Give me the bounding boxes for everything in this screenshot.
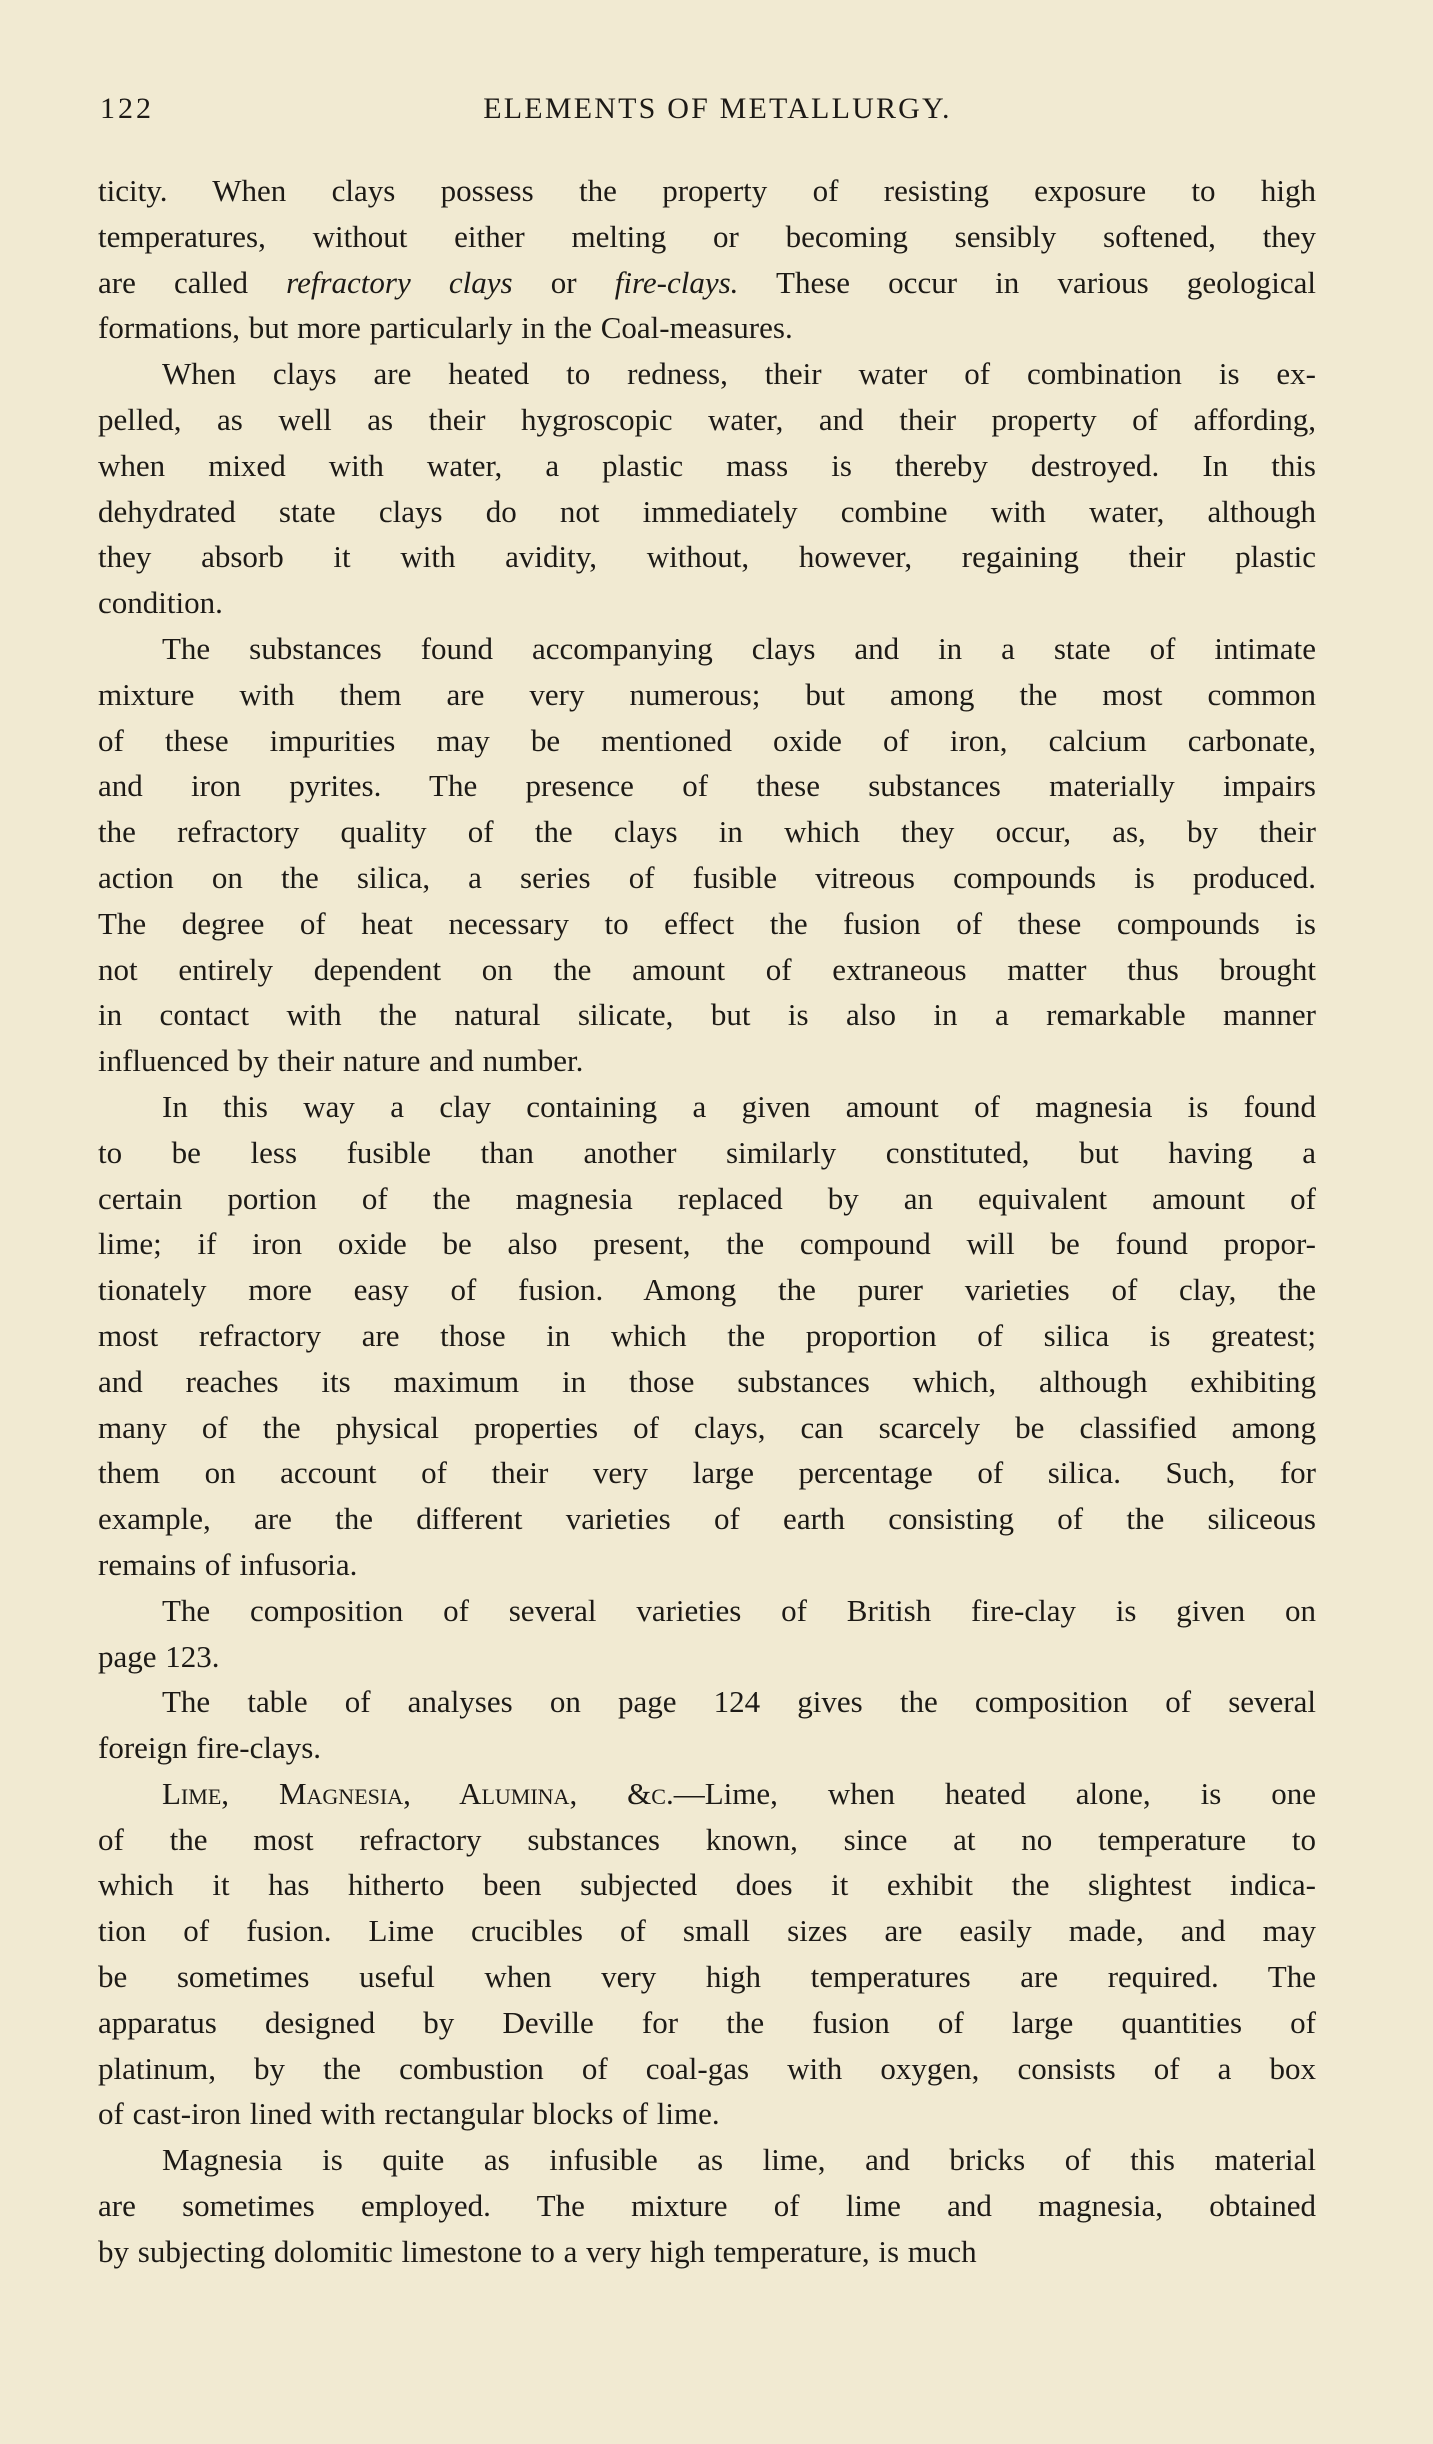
text-line: The table of analyses on page 124 gives the composition of several	[162, 1684, 1316, 1720]
text-line: certain portion of the magnesia replaced by an equivalent amount of	[98, 1180, 1316, 1216]
text-line: remains of infusoria.	[98, 1546, 358, 1582]
text-line: apparatus designed by Deville for the fusion of large quantities of	[98, 2004, 1316, 2040]
running-head: ELEMENTS OF METALLURGY.	[483, 92, 952, 125]
italic-term: refractory clays	[286, 264, 513, 300]
text-line: In this way a clay containing a given amount of magnesia is found	[162, 1088, 1316, 1124]
text-line: foreign fire-clays.	[98, 1730, 322, 1766]
text-line: which it has hitherto been subjected does it exhibit the slightest indica-	[98, 1867, 1316, 1903]
text-line: when mixed with water, a plastic mass is thereby destroyed. In this	[98, 447, 1316, 483]
text-line: they absorb it with avidity, without, however, regaining their plastic	[98, 539, 1316, 575]
text-line: and iron pyrites. The presence of these substances materially impairs	[98, 768, 1316, 804]
text-line: mixture with them are very numerous; but among the most common	[98, 676, 1316, 712]
paragraph	[98, 626, 1316, 1084]
text-line: platinum, by the combustion of coal-gas with oxygen, consists of a box	[98, 2050, 1316, 2086]
text-line: The degree of heat necessary to effect the fusion of these compounds is	[98, 905, 1316, 941]
text-line: dehydrated state clays do not immediately combine with water, although	[98, 493, 1316, 529]
text-line: temperatures, without either melting or becoming sensibly softened, they	[98, 218, 1316, 254]
text-line: not entirely dependent on the amount of extraneous matter thus brought	[98, 951, 1316, 987]
text-line: most refractory are those in which the proportion of silica is greatest;	[98, 1317, 1316, 1353]
text-line: be sometimes useful when very high temperatures are required. The	[98, 1959, 1316, 1995]
italic-term: fire-clays.	[614, 264, 739, 300]
text-line: example, are the different varieties of earth consisting of the siliceous	[98, 1501, 1316, 1537]
paragraph	[98, 1588, 1316, 1680]
text-line: in contact with the natural silicate, but is also in a remarkable manner	[98, 997, 1316, 1033]
text-line: action on the silica, a series of fusible vitreous compounds is produced.	[98, 859, 1316, 895]
text-line: them on account of their very large percentage of silica. Such, for	[98, 1455, 1316, 1491]
page-number: 122	[100, 92, 154, 125]
text-line: many of the physical properties of clays, can scarcely be classified among	[98, 1409, 1316, 1445]
text-line: to be less fusible than another similarly constituted, but having a	[98, 1134, 1316, 1170]
text-line: When clays are heated to redness, their water of combination is ex-	[162, 356, 1316, 392]
text-line: and reaches its maximum in those substances which, although exhibiting	[98, 1363, 1316, 1399]
text-line: of cast-iron lined with rectangular blocks of lime.	[98, 2096, 720, 2132]
text-line: the refractory quality of the clays in which they occur, as, by their	[98, 814, 1316, 850]
paragraph	[98, 1771, 1316, 2137]
text-line: ticity. When clays possess the property of resisting exposure to high	[98, 173, 1316, 208]
text-line: Lime, Magnesia, Alumina, &c.—Lime, when heated alone, is one	[162, 1775, 1316, 1811]
text-line: condition.	[98, 585, 223, 621]
text-line: are sometimes employed. The mixture of lime and magnesia, obtained	[98, 2188, 1316, 2224]
text-line: tion of fusion. Lime crucibles of small sizes are easily made, and may	[98, 1913, 1316, 1949]
paragraph	[98, 2137, 1316, 2274]
text-line: influenced by their nature and number.	[98, 1043, 584, 1079]
text-line: of the most refractory substances known, since at no temperature to	[98, 1821, 1316, 1857]
text-line: of these impurities may be mentioned oxide of iron, calcium carbonate,	[98, 722, 1316, 758]
text-line: The composition of several varieties of British fire-clay is given on	[162, 1592, 1316, 1628]
text-line: pelled, as well as their hygroscopic water, and their property of affording,	[98, 401, 1316, 437]
paragraph	[98, 168, 1316, 351]
paragraph	[98, 1679, 1316, 1771]
text-line: Magnesia is quite as infusible as lime, and bricks of this material	[162, 2142, 1316, 2178]
text-line: The substances found accompanying clays and in a state of intimate	[162, 630, 1316, 666]
section-heading: Lime, Magnesia, Alumina, &c.	[162, 1775, 674, 1811]
text-line: lime; if iron oxide be also present, the compound will be found propor-	[98, 1226, 1316, 1262]
text-line: are called refractory clays or fire-clays. These occur in various geological	[98, 264, 1316, 300]
text-line: tionately more easy of fusion. Among the purer varieties of clay, the	[98, 1272, 1316, 1308]
text-line: page 123.	[98, 1638, 220, 1674]
page-header	[100, 92, 1315, 132]
paragraph	[98, 1084, 1316, 1588]
text-line: formations, but more particularly in the Coal-measures.	[98, 310, 793, 346]
body-text	[98, 168, 1316, 2275]
text-line: by subjecting dolomitic limestone to a very high temperature, is much	[98, 2233, 977, 2269]
paragraph	[98, 351, 1316, 626]
